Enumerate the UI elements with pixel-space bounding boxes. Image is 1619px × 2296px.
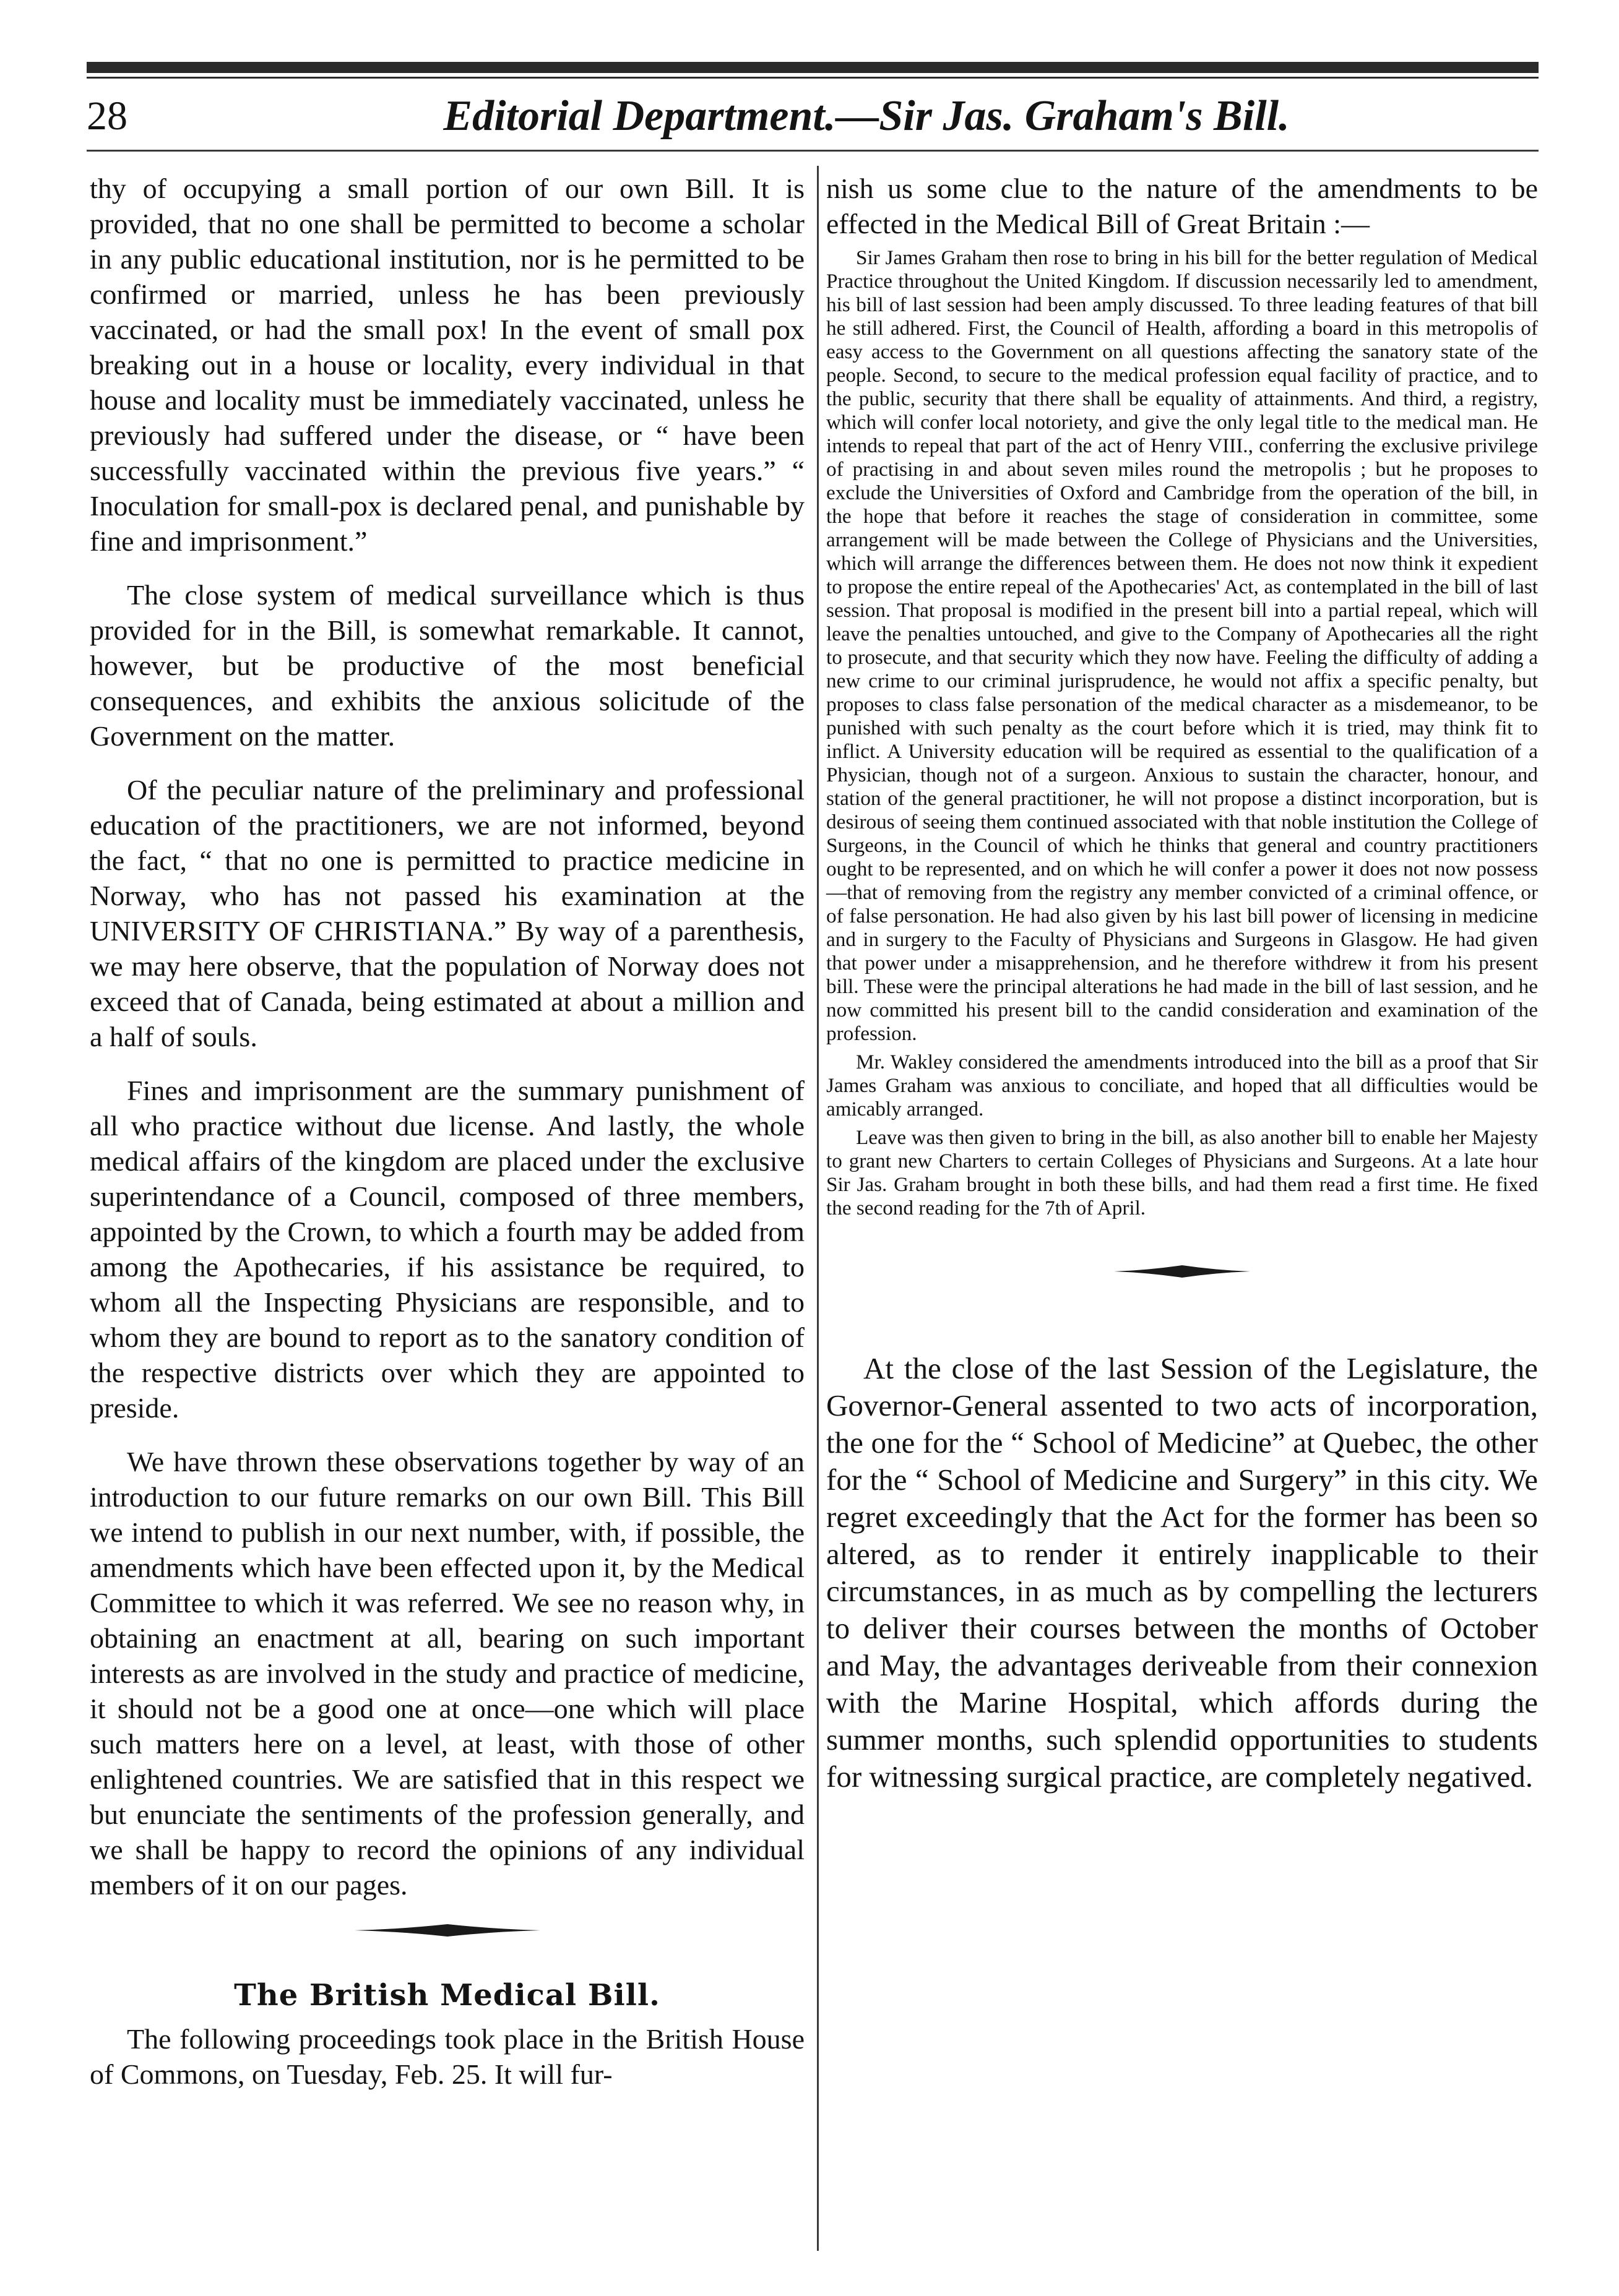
left-paragraph-4: Fines and imprisonment are the summary punishment of all who practice without due license. And lastly, the whole medical affairs of the kingdom are placed under the exclusive superintendance of a Council, composed of three members, appointed by the Crown, to which a fourth may be added from among the Apothecaries, if his assistance be required, to whom all the Inspecting Physicians are responsible, and to whom they are bound to report as to the sanatory condition of the respective districts over which they are appointed to preside. (90, 1075, 805, 1424)
ornament-divider-icon (355, 1921, 540, 1940)
section-ornament (90, 1903, 805, 1977)
right-column (826, 171, 1538, 1795)
right-quote-3: Leave was then given to bring in the bill, as also another bill to enable her Majesty to grant new Charters to certain Colleges of Physicians and Surgeons. At a late hour Sir Jas. Graham brought in both these bills, and had them read a first time. He fixed the second reading for the 7th of April. (826, 1126, 1538, 1219)
column-divider (817, 166, 819, 2251)
left-paragraph-2: The close system of medical surveillance which is thus provided for in the Bill, is somewhat remarkable. It cannot, however, but be productive of the most beneficial consequences, and exhibits the anxious solicitude of the Government on the matter. (90, 579, 805, 752)
page-number: 28 (87, 93, 127, 139)
right-ornament (826, 1220, 1538, 1350)
left-paragraph-3: Of the peculiar nature of the preliminary and professional education of the practitioners, we are not informed, beyond the fact, “ that no one is permitted to practice medicine in Norway, who has not passed his examination at the UNIVERSITY OF CHRISTIANA.” By way of a parenthesis, we may here observe, that the population of Norway does not exceed that of Canada, being estimated at about a million and a half of souls. (90, 774, 805, 1052)
ornament-divider-icon (1114, 1263, 1250, 1279)
right-paragraph-1: nish us some clue to the nature of the amendments to be effected in the Medical Bill of Great Britain :— (826, 173, 1538, 239)
left-paragraph-6: The following proceedings took place in the British House of Commons, on Tuesday, Feb. 25. It will fur- (90, 2023, 805, 2090)
header-rule (87, 150, 1539, 152)
top-decorative-rule (87, 62, 1539, 73)
section-title: The British Medical Bill. (234, 1978, 660, 2013)
right-quote-1: Sir James Graham then rose to bring in his bill for the better regulation of Medical Practice throughout the United Kingdom. If discussion necessarily led to amendment, his bill of last session had been amply discussed. To three leading features of that bill he still adhered. First, the Council of Health, affording a board in this metropolis of easy access to the Government on all questions affecting the sanatory state of the people. Second, to secure to the medical profession equal facility of practice, and to the public, security that there shall be equality of attainments. And third, a registry, which will confer local notoriety, and give the only legal title to the medical man. He intends to repeal that part of the act of Henry VIII., conferring the exclusive privilege of practising in and about seven miles round the metropolis ; but he proposes to exclude the Universities of Oxford and Cambridge from the operation of the bill, in the hope that before it reaches the stage of consideration in committee, some arrangement will be made between the College of Physicians and the Universities, which will arrange the differences between them. He does not now think it expedient to propose the entire repeal of the Apothecaries' Act, as contemplated in the bill of last session. That proposal is modified in the present bill into a partial repeal, which will leave the penalties untouched, and give to the Company of Apothecaries all the right to prosecute, and that security which they now have. Feeling the difficulty of adding a new crime to our criminal jurisprudence, he would not affix a specific penalty, but proposes to class false personation of the medical character as a misdemeanor, to be punished with such penalty as the court before which it is tried, may think fit to inflict. A University education will be required as essential to the qualification of a Physician, though not of a surgeon. Anxious to sustain the character, honour, and station of the general practitioner, he will not propose a distinct incorporation, but is desirous of seeing them continued associated with that noble institution the College of Surgeons, in the Council of which he thinks that general and country practitioners ought to be represented, and on which he will confer a power it does not now possess—that of removing from the registry any member convicted of a criminal offence, or of false personation. He had also given by his last bill power of licensing in medicine and in surgery to the Faculty of Physicians and Surgeons in Glasgow. He had given that power under a misapprehension, and he therefore withdrew it from his present bill. These were the principal alterations he had made in the bill of last session, and he now committed his present bill to the candid consideration and examination of the profession. (826, 246, 1538, 1045)
left-column (90, 171, 805, 2092)
right-paragraph-2: At the close of the last Session of the Legislature, the Governor-General assented to two acts of incorporation, the one for the “ School of Medicine” at Quebec, the other for the “ School of Medicine and Surgery” in this city. We regret exceedingly that the Act for the former has been so altered, as to render it entirely inapplicable to their circumstances, in as much as by compelling the lecturers to deliver their courses between the months of October and May, the advantages deriveable from their connexion with the Marine Hospital, which affords during the summer months, such splendid opportunities to students for witnessing surgical practice, are completely negatived. (826, 1351, 1538, 1794)
right-quote-2: Mr. Wakley considered the amendments introduced into the bill as a proof that Sir James Graham was anxious to conciliate, and hoped that all difficulties would be amicably arranged. (826, 1051, 1538, 1120)
running-head: Editorial Department.—Sir Jas. Graham's Bill. (443, 92, 1290, 140)
left-paragraph-1: thy of occupying a small portion of our own Bill. It is provided, that no one shall be permitted to become a scholar in any public educational institution, nor is he permitted to be confirmed or married, unless he has been previously vaccinated, or had the small pox! In the event of small pox breaking out in a house or locality, every individual in that house and locality must be immediately vaccinated, unless he previously had suffered under the disease, or “ have been successfully vaccinated within the previous five years.” “ Inoculation for small-pox is declared penal, and punishable by fine and imprisonment.” (90, 173, 805, 557)
left-paragraph-5: We have thrown these observations together by way of an introduction to our future remarks on our own Bill. This Bill we intend to publish in our next number, with, if possible, the amendments which have been effected upon it, by the Medical Committee to which it was referred. We see no reason why, in obtaining an enactment at all, bearing on such important interests as are involved in the study and practice of medicine, it should not be a good one at once—one which will place such matters here on a level, at least, with those of other enlightened countries. We are satisfied that in this respect we but enunciate the sentiments of the profession generally, and we shall be happy to record the opinions of any individual members of it on our pages. (90, 1446, 805, 1901)
top-thin-rule (87, 77, 1539, 79)
